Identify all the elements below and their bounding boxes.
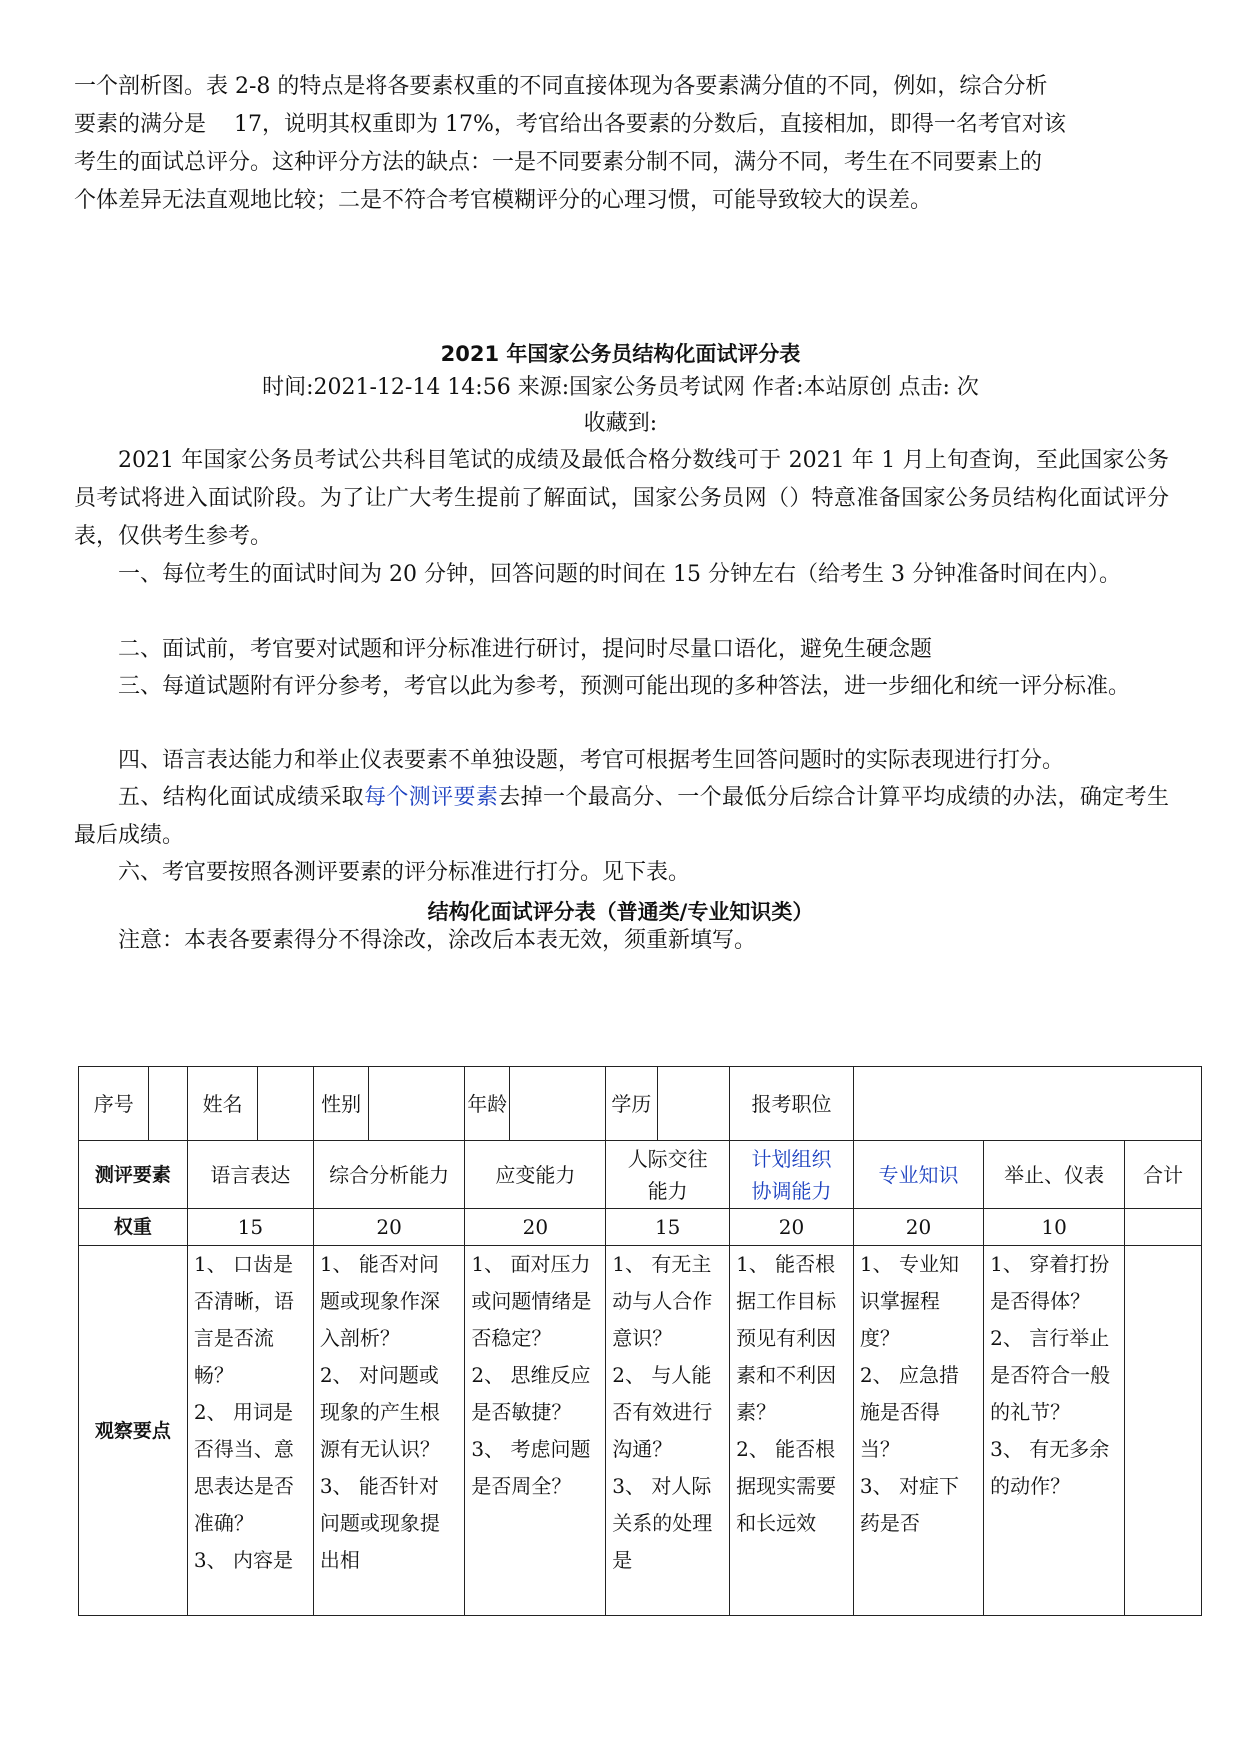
observe-point: 3、 有无多余的动作？ [990,1437,1110,1498]
observe-row [79,1246,1202,1616]
element-name: 人际交往能力 [606,1141,730,1209]
element-name: 计划组织协调能力 [730,1141,854,1209]
observe-point: 2、 思维反应是否敏捷？ [471,1363,591,1424]
element-name: 综合分析能力 [313,1141,465,1209]
education-value[interactable] [657,1067,730,1141]
weight-value: 15 [606,1209,730,1246]
education-label: 学历 [606,1067,657,1141]
article-paragraph [74,779,1169,855]
observe-point: 1、 有无主动与人合作意识？ [612,1252,713,1350]
intro-line: 一个剖析图。表 2-8 的特点是将各要素权重的不同直接体现为各要素满分值的不同，例如，综合分析 [74,74,1048,99]
position-value[interactable] [853,1067,1201,1141]
element-name: 语言表达 [187,1141,313,1209]
table-note: 注意：本表各要素得分不得涂改，涂改后本表无效，须重新填写。 [118,928,757,953]
observe-points [465,1246,606,1616]
article-paragraph: 2021 年国家公务员考试公共科目笔试的成绩及最低合格分数线可于 2021 年 1 月上旬查询，至此国家公务员考试将进入面试阶段。为了让广大考生提前了解面试，国家公务员网（）特意准备国家公务员结构化面试评分表，仅供考生参考。 [74,448,1169,549]
weight-row [79,1209,1202,1246]
intro-paragraph [74,68,1174,220]
evaluation-element-link[interactable]: 每个测评要素 [364,785,499,810]
age-value[interactable] [510,1067,606,1141]
article-paragraph: 四、语言表达能力和举止仪表要素不单独设题，考官可根据考生回答问题时的实际表现进行打分。 [118,748,1065,773]
score-table [78,1066,1202,1616]
seq-label: 序号 [79,1067,149,1141]
observe-point: 1、 口齿是否清晰，语言是否流畅？ [193,1252,294,1387]
intro-line: 要素的满分是 17，说明其权重即为 17%，考官给出各要素的分数后，直接相加，即得一名考官对该 [74,112,1066,137]
element-name: 举止、仪表 [984,1141,1125,1209]
gender-label: 性别 [313,1067,369,1141]
collect-to: 收藏到: [583,411,658,436]
article-paragraph: 六、考官要按照各测评要素的评分标准进行打分。见下表。 [118,860,691,885]
intro-line: 个体差异无法直观地比较；二是不符合考官模糊评分的心理习惯，可能导致较大的误差。 [74,188,933,213]
observe-point: 2、 对问题或现象的产生根源有无认识？ [319,1363,440,1461]
observe-point: 2、 与人能否有效进行沟通？ [612,1363,713,1461]
observe-points [853,1246,983,1616]
observe-point: 3、 考虑问题是否周全？ [471,1437,591,1498]
observe-point: 2、 应急措施是否得当？ [859,1363,959,1461]
gender-value[interactable] [369,1067,465,1141]
observe-point: 1、 专业知识掌握程度？ [859,1252,959,1350]
observe-point: 2、 能否根据现实需要和长远效 [736,1437,837,1535]
observe-point: 1、 面对压力或问题情绪是否稳定？ [471,1252,592,1350]
article-paragraph: 三、每道试题附有评分参考，考官以此为参考，预测可能出现的多种答法，进一步细化和统一评分标准。 [118,674,1131,699]
article-paragraph: 二、面试前，考官要对试题和评分标准进行研讨，提问时尽量口语化，避免生硬念题 [118,637,933,662]
seq-value[interactable] [149,1067,187,1141]
age-label: 年龄 [465,1067,510,1141]
observe-points [606,1246,730,1616]
observe-point: 1、 能否对问题或现象作深入剖析？ [319,1252,440,1350]
paragraph-text: 五、结构化面试成绩采取 [118,785,365,810]
element-label: 测评要素 [79,1141,188,1209]
element-name: 应变能力 [465,1141,606,1209]
observe-point: 3、 对症下药是否 [859,1474,959,1535]
article-paragraph: 一、每位考生的面试时间为 20 分钟，回答问题的时间在 15 分钟左右（给考生 3 分钟准备时间在内）。 [118,562,1121,587]
observe-points [984,1246,1125,1616]
observe-point: 3、 能否针对问题或现象提出相 [319,1474,440,1572]
observe-points [187,1246,313,1616]
observe-points [313,1246,465,1616]
weight-value: 20 [313,1209,465,1246]
weight-value: 20 [853,1209,983,1246]
paragraph-text: 去掉一个最高分、一个最低分后综合计算平均成绩的办法，确定考生最后成绩。 [74,785,1169,848]
table-header-row [79,1067,1202,1141]
weight-value: 20 [730,1209,854,1246]
observe-point: 3、 对人际关系的处理是 [612,1474,713,1572]
article-title: 2021 年国家公务员结构化面试评分表 [440,342,801,366]
weight-value: 15 [187,1209,313,1246]
observe-point: 1、 能否根据工作目标预见有利因素和不利因素？ [736,1252,837,1424]
total-weight [1125,1209,1202,1246]
table-title: 结构化面试评分表（普通类/专业知识类） [427,900,814,924]
observe-label: 观察要点 [79,1246,188,1616]
name-label: 姓名 [187,1067,257,1141]
observe-point: 3、 内容是 [193,1548,293,1572]
intro-line: 考生的面试总评分。这种评分方法的缺点：一是不同要素分制不同，满分不同，考生在不同要素上的 [74,150,1043,175]
element-row [79,1141,1202,1209]
observe-point: 1、 穿着打扮是否得体？ [990,1252,1110,1313]
total-label: 合计 [1125,1141,1202,1209]
name-value[interactable] [258,1067,314,1141]
observe-point: 2、 用词是否得当、意思表达是否准确？ [193,1400,294,1535]
observe-point: 2、 言行举止是否符合一般的礼节？ [990,1326,1111,1424]
total-observe [1125,1246,1202,1616]
position-label: 报考职位 [730,1067,854,1141]
weight-value: 10 [984,1209,1125,1246]
observe-points [730,1246,854,1616]
article-meta: 时间:2021-12-14 14:56 来源:国家公务员考试网 作者:本站原创 点击: 次 [262,375,979,400]
weight-label: 权重 [79,1209,188,1246]
element-name: 专业知识 [853,1141,983,1209]
weight-value: 20 [465,1209,606,1246]
